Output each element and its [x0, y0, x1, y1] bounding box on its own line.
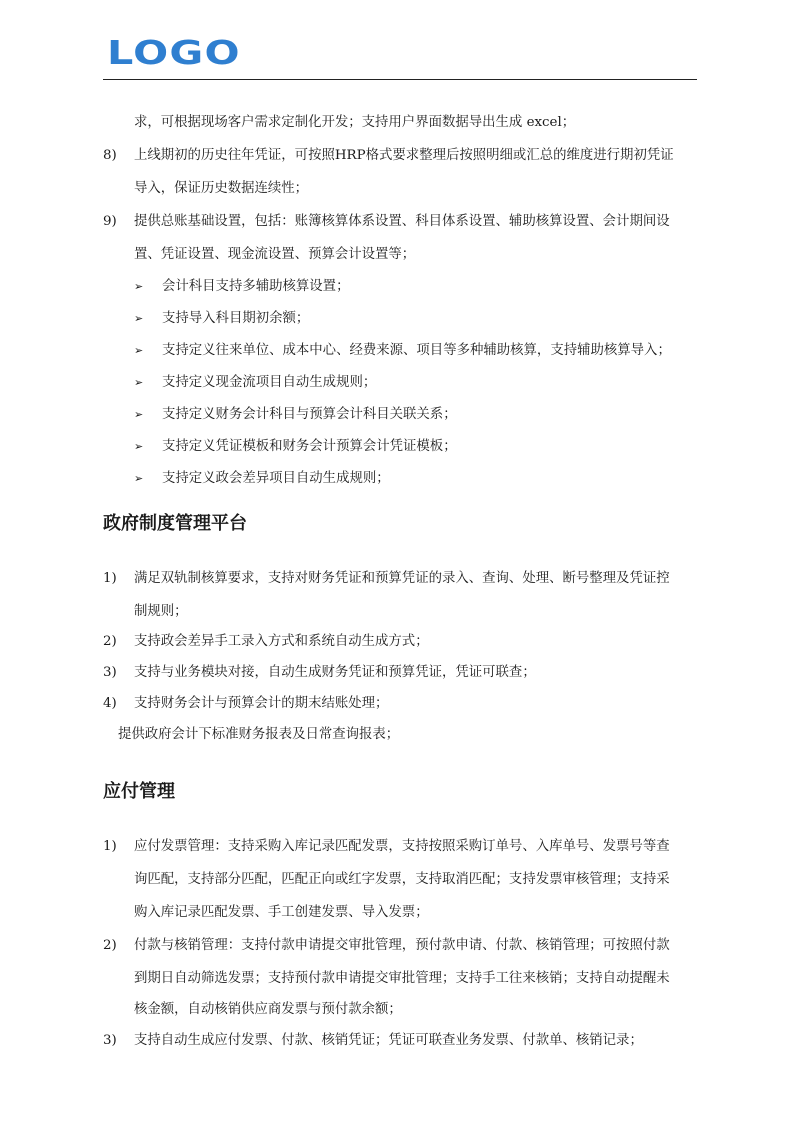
- list-number: 9): [103, 214, 117, 229]
- paragraph-line: 到期日自动筛选发票；支持预付款申请提交审批管理；支持手工往来核销；支持自动提醒未: [134, 971, 670, 986]
- paragraph-line: 提供政府会计下标准财务报表及日常查询报表；: [118, 727, 400, 742]
- arrow-bullet-icon: ➢: [134, 408, 144, 421]
- arrow-bullet-icon: ➢: [134, 472, 144, 485]
- paragraph-line: 支持自动生成应付发票、付款、核销凭证；凭证可联查业务发票、付款单、核销记录；: [134, 1033, 643, 1048]
- list-number: 2): [103, 634, 117, 649]
- paragraph-line: 提供总账基础设置，包括：账簿核算体系设置、科目体系设置、辅助核算设置、会计期间设: [134, 214, 670, 229]
- paragraph-line: 支持政会差异手工录入方式和系统自动生成方式；: [134, 634, 429, 649]
- list-number: 1): [103, 839, 117, 854]
- paragraph-line: 导入，保证历史数据连续性；: [134, 181, 309, 196]
- paragraph-line: 核金额，自动核销供应商发票与预付款余额；: [134, 1002, 402, 1017]
- arrow-bullet-icon: ➢: [134, 344, 144, 357]
- arrow-bullet-icon: ➢: [134, 312, 144, 325]
- paragraph-line: 支持财务会计与预算会计的期末结账处理；: [134, 696, 389, 711]
- bullet-item: 会计科目支持多辅助核算设置；: [162, 279, 350, 294]
- paragraph-line: 付款与核销管理：支持付款申请提交审批管理，预付款申请、付款、核销管理；可按照付款: [134, 938, 670, 953]
- paragraph-line: 满足双轨制核算要求，支持对财务凭证和预算凭证的录入、查询、处理、断号整理及凭证控: [134, 571, 670, 586]
- arrow-bullet-icon: ➢: [134, 376, 144, 389]
- section-heading: 政府制度管理平台: [103, 513, 247, 534]
- bullet-item: 支持定义政会差异项目自动生成规则；: [162, 471, 390, 486]
- list-number: 3): [103, 1033, 117, 1048]
- list-number: 4): [103, 696, 117, 711]
- header-divider: [103, 79, 697, 80]
- paragraph-line: 询匹配，支持部分匹配，匹配正向或红字发票，支持取消匹配；支持发票审核管理；支持采: [134, 872, 670, 887]
- bullet-item: 支持导入科目期初余额；: [162, 311, 310, 326]
- paragraph-line: 求，可根据现场客户需求定制化开发；支持用户界面数据导出生成 excel；: [134, 115, 576, 130]
- paragraph-line: 制规则；: [134, 604, 188, 619]
- list-number: 1): [103, 571, 117, 586]
- arrow-bullet-icon: ➢: [134, 280, 144, 293]
- bullet-item: 支持定义往来单位、成本中心、经费来源、项目等多种辅助核算，支持辅助核算导入；: [162, 343, 671, 358]
- section-heading: 应付管理: [103, 781, 175, 802]
- paragraph-line: 置、凭证设置、现金流设置、预算会计设置等；: [134, 247, 416, 262]
- bullet-item: 支持定义现金流项目自动生成规则；: [162, 375, 377, 390]
- logo: LOGO: [107, 33, 241, 72]
- arrow-bullet-icon: ➢: [134, 440, 144, 453]
- list-number: 2): [103, 938, 117, 953]
- bullet-item: 支持定义凭证模板和财务会计预算会计凭证模板；: [162, 439, 457, 454]
- paragraph-line: 购入库记录匹配发票、手工创建发票、导入发票；: [134, 905, 429, 920]
- bullet-item: 支持定义财务会计科目与预算会计科目关联关系；: [162, 407, 457, 422]
- paragraph-line: 应付发票管理：支持采购入库记录匹配发票，支持按照采购订单号、入库单号、发票号等查: [134, 839, 670, 854]
- list-number: 3): [103, 665, 117, 680]
- list-number: 8): [103, 148, 117, 163]
- paragraph-line: 上线期初的历史往年凭证，可按照HRP格式要求整理后按照明细或汇总的维度进行期初凭证: [134, 148, 674, 163]
- paragraph-line: 支持与业务模块对接，自动生成财务凭证和预算凭证，凭证可联查；: [134, 665, 536, 680]
